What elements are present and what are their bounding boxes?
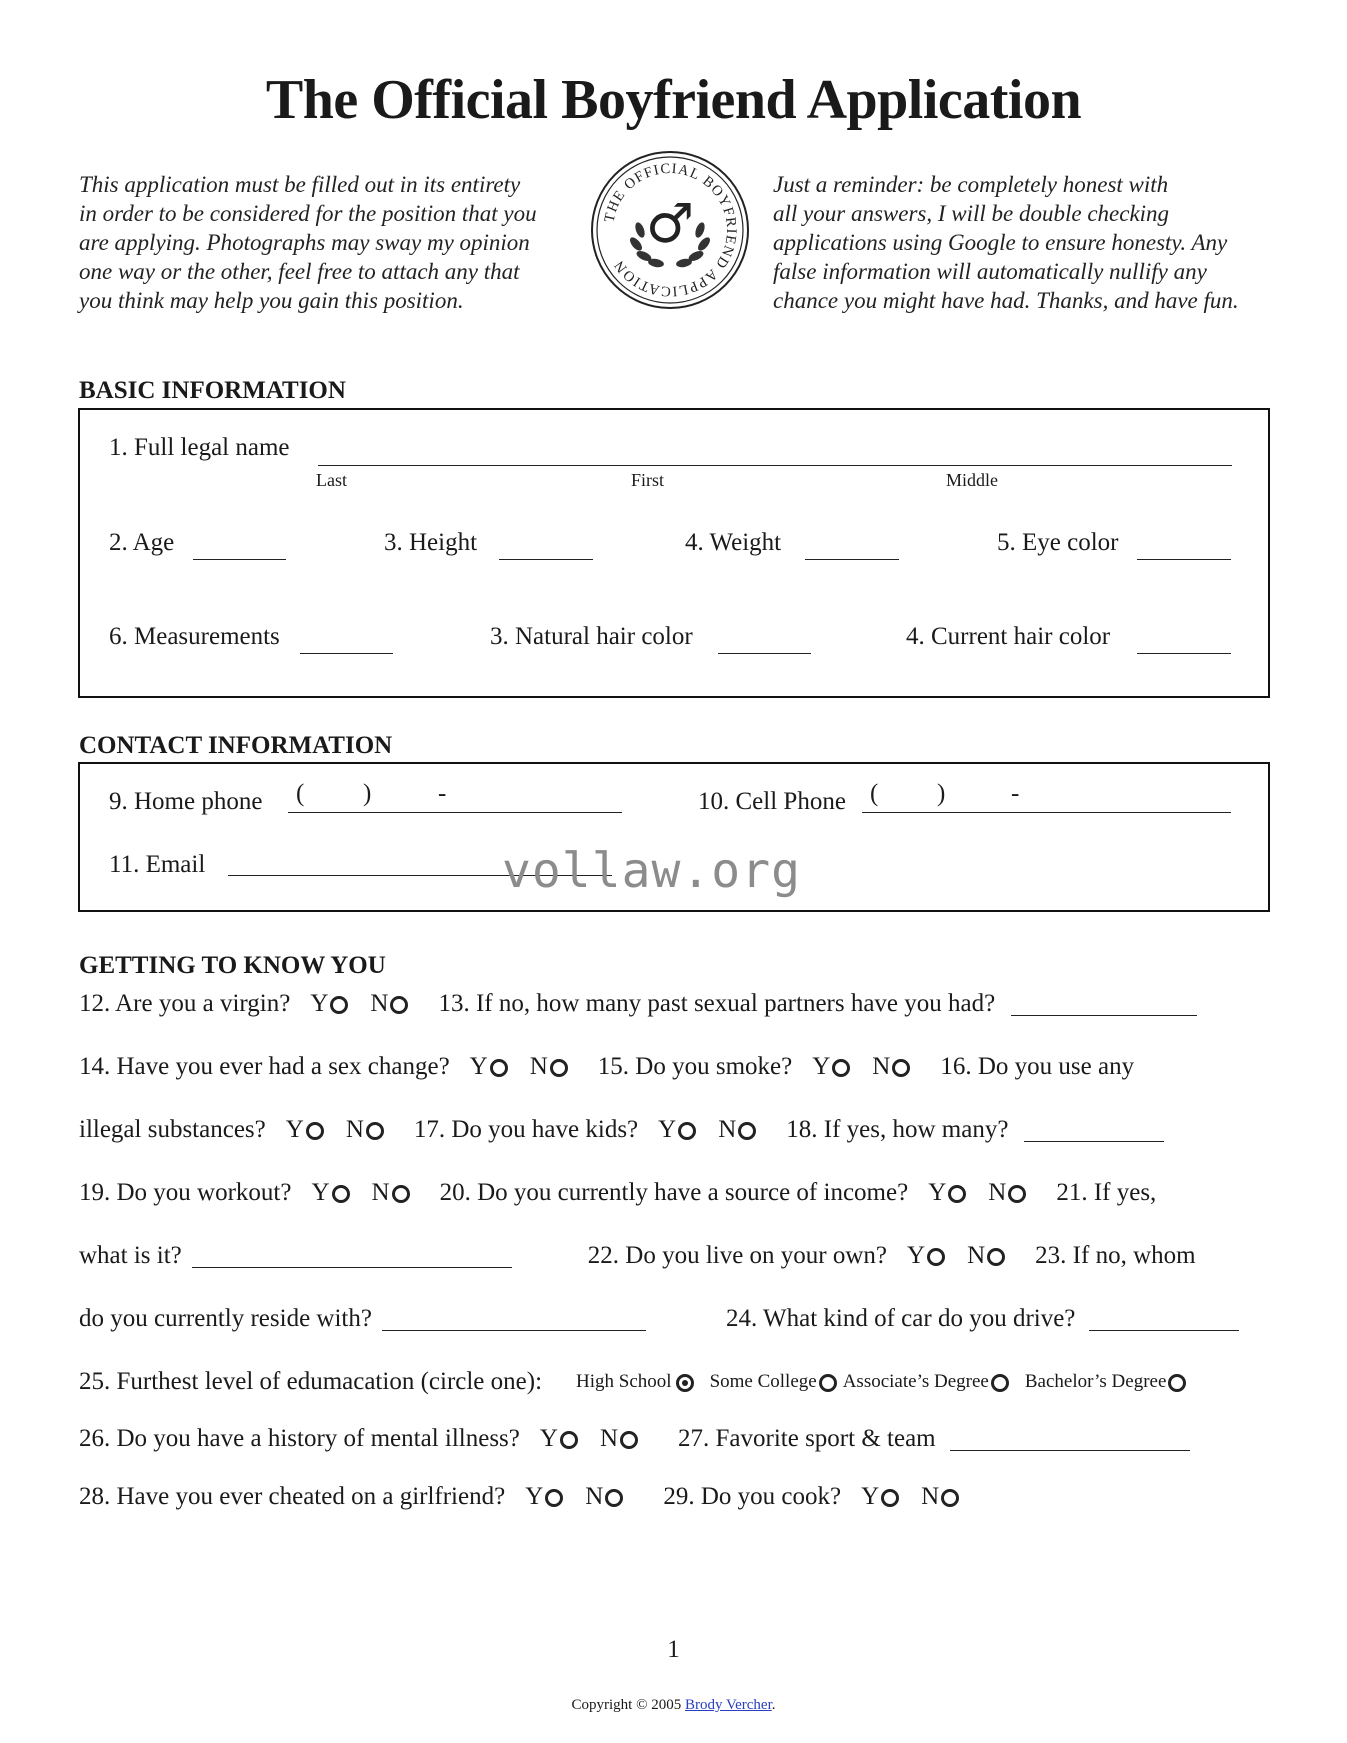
question-row	[79, 1242, 1196, 1270]
male-symbol-icon: ♂	[645, 192, 695, 255]
basic-info-heading: BASIC INFORMATION	[79, 377, 346, 404]
q20-yes-option[interactable]	[928, 1179, 966, 1207]
q19-label: 19. Do you workout?	[79, 1179, 292, 1206]
q16-yes-option[interactable]	[286, 1116, 324, 1144]
q24-label: 24. What kind of car do you drive?	[725, 1305, 1076, 1332]
radio-icon[interactable]	[881, 1489, 899, 1507]
radio-icon[interactable]	[987, 1248, 1005, 1266]
q26-yes-option[interactable]	[540, 1425, 578, 1453]
eye-color-field[interactable]	[1137, 559, 1231, 560]
watermark: vollaw.org	[502, 843, 801, 899]
q25-label: 25. Furthest level of edumacation (circle one):	[79, 1368, 543, 1395]
know-you-heading: GETTING TO KNOW YOU	[79, 952, 386, 979]
middle-name-caption: Middle	[946, 470, 998, 490]
q12-yes-option[interactable]	[310, 990, 348, 1018]
seal-emblem	[590, 150, 750, 310]
radio-icon[interactable]	[392, 1185, 410, 1203]
q22-label: 22. Do you live on your own?	[587, 1242, 888, 1269]
edu-option-label: Associate’s Degree	[842, 1371, 989, 1392]
yes-label: Y	[658, 1116, 677, 1143]
radio-icon[interactable]	[738, 1122, 756, 1140]
yes-label: Y	[907, 1242, 926, 1269]
intro-left-line: are applying. Photographs may sway my opinion	[79, 230, 530, 255]
question-row	[79, 1425, 1190, 1453]
no-label: N	[988, 1179, 1007, 1206]
q22-yes-option[interactable]	[907, 1242, 945, 1270]
question-row	[79, 990, 1197, 1018]
full-name-label: 1. Full legal name	[109, 434, 290, 461]
yes-label: Y	[539, 1425, 558, 1452]
question-row	[79, 1368, 1186, 1396]
q16-label: 16. Do you use any	[940, 1053, 1135, 1080]
q15-no-option[interactable]	[872, 1053, 910, 1081]
copyright-text: Copyright © 2005	[571, 1697, 682, 1713]
home-phone-paren-close: )	[363, 780, 372, 807]
radio-icon[interactable]	[605, 1489, 623, 1507]
footer-suffix: .	[771, 1697, 776, 1713]
q23-field[interactable]	[382, 1308, 646, 1331]
no-label: N	[345, 1116, 364, 1143]
radio-icon[interactable]	[560, 1431, 578, 1449]
yes-label: Y	[812, 1053, 831, 1080]
q26-no-option[interactable]	[600, 1425, 638, 1453]
cell-phone-dash: -	[1011, 780, 1020, 807]
intro-left-line: in order to be considered for the position that you	[79, 201, 537, 226]
home-phone-dash: -	[438, 780, 447, 807]
age-label: 2. Age	[109, 529, 175, 556]
seal-text: THE OFFICIAL BOYFRIEND APPLICATION	[601, 160, 740, 300]
eye-color-label: 5. Eye color	[997, 529, 1119, 556]
radio-icon[interactable]	[892, 1059, 910, 1077]
measurements-field[interactable]	[300, 653, 393, 654]
current-hair-label: 4. Current hair color	[906, 623, 1111, 650]
q18-field[interactable]	[1024, 1119, 1164, 1142]
cell-phone-paren-close: )	[937, 780, 946, 807]
radio-icon[interactable]	[819, 1374, 837, 1392]
edu-option-associates[interactable]	[843, 1371, 1009, 1393]
question-row	[79, 1483, 959, 1511]
q28-yes-option[interactable]	[525, 1483, 563, 1511]
radio-selected-icon[interactable]	[676, 1374, 694, 1392]
intro-left-line: one way or the other, feel free to attach any that	[79, 259, 520, 284]
q18-label: 18. If yes, how many?	[786, 1116, 1009, 1143]
radio-icon[interactable]	[1008, 1185, 1026, 1203]
radio-icon[interactable]	[366, 1122, 384, 1140]
intro-right-line: chance you might have had. Thanks, and have fun.	[773, 288, 1239, 313]
author-link[interactable]: Brody Vercher	[684, 1697, 772, 1713]
current-hair-field[interactable]	[1137, 653, 1231, 654]
radio-icon[interactable]	[330, 996, 348, 1014]
q14-no-option[interactable]	[530, 1053, 568, 1081]
cell-phone-label: 10. Cell Phone	[698, 788, 846, 815]
radio-icon[interactable]	[620, 1431, 638, 1449]
q17-no-option[interactable]	[718, 1116, 756, 1144]
yes-label: Y	[311, 1179, 330, 1206]
radio-icon[interactable]	[832, 1059, 850, 1077]
q17-yes-option[interactable]	[658, 1116, 696, 1144]
yes-label: Y	[469, 1053, 488, 1080]
intro-right-line: all your answers, I will be double checking	[773, 201, 1170, 226]
radio-icon[interactable]	[390, 996, 408, 1014]
weight-field[interactable]	[805, 559, 899, 560]
question-row	[79, 1053, 1134, 1081]
q20-no-option[interactable]	[988, 1179, 1026, 1207]
edu-option-label: Bachelor’s Degree	[1024, 1371, 1167, 1392]
edu-option-some-college[interactable]	[710, 1371, 837, 1393]
yes-label: Y	[525, 1483, 544, 1510]
natural-hair-label: 3. Natural hair color	[490, 623, 693, 650]
q12-no-option[interactable]	[370, 990, 408, 1018]
no-label: N	[370, 990, 389, 1017]
intro-right-line: false information will automatically nullify any	[773, 259, 1207, 284]
no-label: N	[718, 1116, 737, 1143]
radio-icon[interactable]	[306, 1122, 324, 1140]
question-row	[79, 1305, 1239, 1333]
contact-info-heading: CONTACT INFORMATION	[79, 732, 393, 759]
q29-label: 29. Do you cook?	[663, 1483, 842, 1510]
home-phone-field[interactable]	[288, 812, 622, 813]
no-label: N	[599, 1425, 619, 1452]
q23-label-cont: do you currently reside with?	[79, 1305, 372, 1332]
q13-field[interactable]	[1011, 993, 1197, 1016]
radio-icon[interactable]	[927, 1248, 945, 1266]
age-field[interactable]	[193, 559, 286, 560]
question-row	[79, 1116, 1164, 1144]
natural-hair-field[interactable]	[718, 653, 811, 654]
q20-label: 20. Do you currently have a source of income?	[439, 1179, 909, 1206]
page-number: 1	[667, 1636, 680, 1663]
q16-no-option[interactable]	[346, 1116, 384, 1144]
no-label: N	[585, 1483, 604, 1510]
radio-icon[interactable]	[941, 1489, 959, 1507]
height-label: 3. Height	[384, 529, 478, 556]
q14-yes-option[interactable]	[470, 1053, 508, 1081]
q19-yes-option[interactable]	[311, 1179, 349, 1207]
intro-right-line: Just a reminder: be completely honest with	[773, 172, 1169, 197]
intro-right	[773, 170, 1239, 315]
q14-label: 14. Have you ever had a sex change?	[79, 1053, 450, 1080]
radio-icon[interactable]	[678, 1122, 696, 1140]
question-row	[79, 1179, 1156, 1207]
q29-no-option[interactable]	[921, 1483, 959, 1511]
q15-yes-option[interactable]	[812, 1053, 850, 1081]
cell-phone-paren-open: (	[870, 780, 879, 807]
full-name-field[interactable]	[318, 465, 1232, 466]
last-name-caption: Last	[316, 470, 347, 490]
yes-label: Y	[310, 990, 329, 1017]
no-label: N	[921, 1483, 940, 1510]
cell-phone-field[interactable]	[862, 812, 1231, 813]
q17-label: 17. Do you have kids?	[413, 1116, 639, 1143]
q15-label: 15. Do you smoke?	[597, 1053, 793, 1080]
measurements-label: 6. Measurements	[109, 623, 280, 650]
q12-label: 12. Are you a virgin?	[79, 990, 291, 1017]
q23-label: 23. If no, whom	[1035, 1242, 1196, 1269]
q28-label: 28. Have you ever cheated on a girlfriend?	[79, 1483, 506, 1510]
yes-label: Y	[285, 1116, 304, 1143]
q26-label: 26. Do you have a history of mental illness?	[79, 1425, 520, 1452]
intro-left	[79, 170, 537, 315]
yes-label: Y	[861, 1483, 880, 1510]
edu-option-label: Some College	[709, 1371, 817, 1392]
no-label: N	[371, 1179, 390, 1206]
weight-label: 4. Weight	[685, 529, 782, 556]
no-label: N	[872, 1053, 891, 1080]
radio-icon[interactable]	[490, 1059, 508, 1077]
q21-label: 21. If yes,	[1056, 1179, 1157, 1206]
no-label: N	[967, 1242, 986, 1269]
q19-no-option[interactable]	[372, 1179, 410, 1207]
q21-label-cont: what is it?	[79, 1242, 182, 1269]
radio-icon[interactable]	[550, 1059, 568, 1077]
q21-field[interactable]	[192, 1245, 512, 1268]
q16-label-cont: illegal substances?	[79, 1116, 266, 1143]
q29-yes-option[interactable]	[861, 1483, 899, 1511]
radio-icon[interactable]	[948, 1185, 966, 1203]
q13-label: 13. If no, how many past sexual partners have you had?	[438, 990, 996, 1017]
yes-label: Y	[928, 1179, 947, 1206]
q24-field[interactable]	[1089, 1308, 1239, 1331]
home-phone-label: 9. Home phone	[109, 788, 263, 815]
home-phone-paren-open: (	[296, 780, 305, 807]
q28-no-option[interactable]	[585, 1483, 623, 1511]
edu-option-high-school[interactable]	[576, 1371, 694, 1393]
edu-option-label: High School	[576, 1371, 672, 1392]
footer	[0, 1697, 1347, 1714]
intro-right-line: applications using Google to ensure honesty. Any	[773, 230, 1228, 255]
intro-left-line: you think may help you gain this position.	[79, 288, 464, 313]
intro-left-line: This application must be filled out in its entirety	[79, 172, 521, 197]
edu-option-bachelors[interactable]	[1025, 1371, 1187, 1393]
q27-field[interactable]	[950, 1428, 1190, 1451]
radio-icon[interactable]	[1168, 1374, 1186, 1392]
no-label: N	[529, 1053, 548, 1080]
q27-label: 27. Favorite sport & team	[678, 1425, 936, 1452]
radio-icon[interactable]	[545, 1489, 563, 1507]
q22-no-option[interactable]	[967, 1242, 1005, 1270]
email-label: 11. Email	[109, 851, 206, 878]
radio-icon[interactable]	[332, 1185, 350, 1203]
page-title: The Official Boyfriend Application	[265, 69, 1082, 131]
radio-icon[interactable]	[991, 1374, 1009, 1392]
first-name-caption: First	[631, 470, 665, 490]
height-field[interactable]	[499, 559, 593, 560]
